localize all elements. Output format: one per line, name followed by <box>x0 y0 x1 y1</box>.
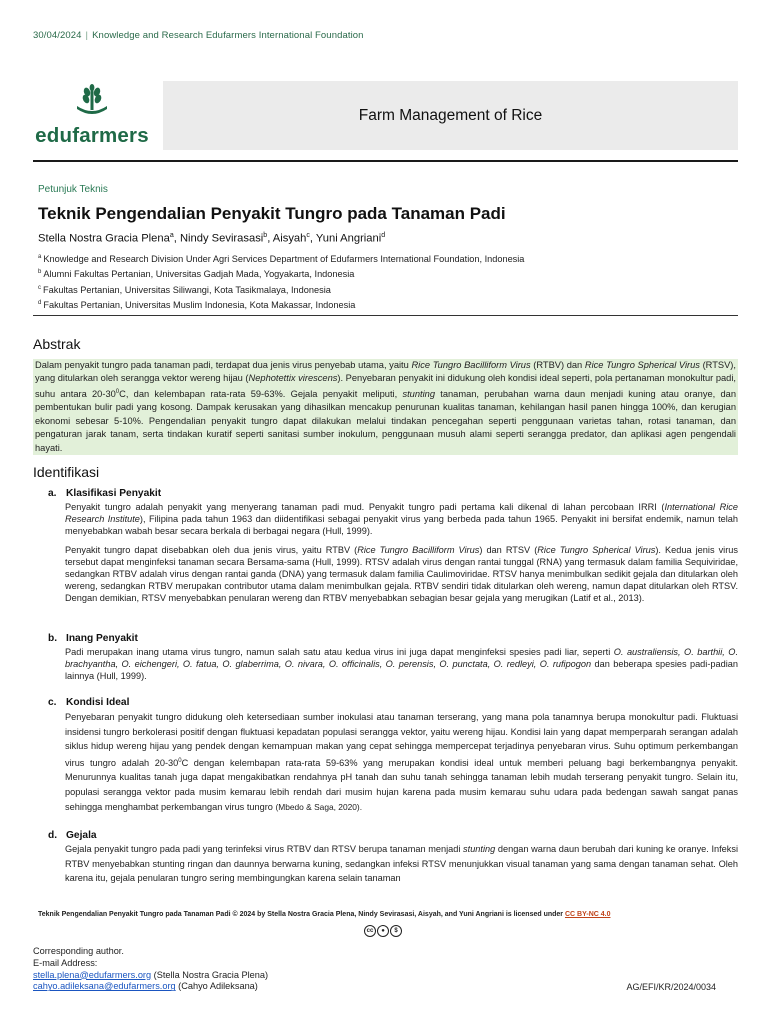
section-heading <box>48 830 738 841</box>
email-owner: (Cahyo Adileksana) <box>175 981 258 992</box>
license-notice <box>38 911 610 918</box>
citation: (Mbedo & Saga, 2020). <box>275 801 363 812</box>
virus-name: Rice Tungro Spherical Virus <box>537 545 656 556</box>
paragraph <box>65 502 738 537</box>
institution-name: International Rice Research Institute <box>65 502 738 524</box>
email-link[interactable]: cahyo.adileksana@edufarmers.org <box>33 981 176 992</box>
identifikasi-heading: Identifikasi <box>33 464 100 480</box>
author-name: Aisyah <box>272 232 307 245</box>
author-separator: , <box>267 232 273 245</box>
affiliation-mark: a <box>38 254 42 260</box>
affiliation-mark: b <box>38 269 42 276</box>
abstract-virus-name: Rice Tungro Spherical Virus <box>584 360 700 370</box>
abstract-body <box>33 359 738 455</box>
author-name: Yuni Angriani <box>315 232 382 245</box>
paragraph-text: Padi merupakan inang utama virus tungro, namun salah satu atau kedua virus ini juga dapat menginfeksi spesies padi liar, seperti <box>65 647 614 657</box>
abstract-virus-name: Rice Tungro Bacilliform Virus <box>411 360 531 370</box>
abstract-text: tanaman, perubahan warna daun menjadi kuning atau oranye, dan pembentukan bulir padi yang kosong. Dampak kerusakan yang dihasilkan mencakup penurunan kualitas tanaman, kehilangan hasil panen hingga 100%, dan kerugian ekonomi sebesar 5-10%. Pengendalian penyakit tungro dapat dilakukan melalui tindakan pencegahan seperti penggunaan varietas tahan, rotasi tanaman, dan pengaturan jarak tanam, serta tindakan kuratif seperti sanitasi sumber inokulum, penggunaan musuh alami seperti serangga predator, dan aplikasi agen pengendali hayati. <box>35 388 736 453</box>
email-entry <box>33 981 268 993</box>
paragraph-text: Gejala penyakit tungro pada padi yang terinfeksi virus RTBV dan RTSV berupa tanaman menjadi <box>65 844 464 854</box>
section-letter: b. <box>48 633 58 644</box>
abstract-text: Dalam penyakit tungro pada tanaman padi, terdapat dua jenis virus penyebab utama, yaitu <box>35 360 412 370</box>
creative-commons-icon: cc <box>364 925 376 937</box>
paragraph-text: dan beberapa spesies padi-padian lainnya (Hull, 1999). <box>65 658 738 681</box>
species-list: O. australiensis, O. barthii, O. brachyantha, O. eichengeri, O. fatua, O. glaberrima, O. nivara, O. officinalis, O. perensis, O. punctata, O. redleyi, O. rufipogon <box>65 647 738 669</box>
paragraph <box>65 647 738 682</box>
affiliation-text: Knowledge and Research Division Under Agri Services Department of Edufarmers International Foundation, Indonesia <box>43 254 525 265</box>
section-title: Kondisi Ideal <box>66 697 130 708</box>
author-affiliation-mark: b <box>263 232 268 239</box>
document-id: AG/EFI/KR/2024/0034 <box>626 982 716 992</box>
header-line <box>33 30 364 41</box>
affiliation-text: Alumni Fakultas Pertanian, Universitas Gadjah Mada, Yogyakarta, Indonesia <box>43 269 355 280</box>
affiliation-mark: c <box>38 284 41 291</box>
non-commercial-icon: $ <box>390 925 402 937</box>
degree-mark: 0 <box>115 388 120 395</box>
abstract-text: (RTSV), yang ditularkan oleh serangga vektor wereng hijau ( <box>35 360 736 384</box>
affiliation-text: Fakultas Pertanian, Universitas Muslim Indonesia, Kota Makassar, Indonesia <box>43 299 356 310</box>
abstract-text: ). Penyebaran penyakit ini didukung oleh kondisi ideal seperti, pola pertanaman monokultur padi, suhu antara 20-30 <box>35 373 736 399</box>
author-separator: , <box>173 232 180 245</box>
abstract-text: C, dan kelembapan rata-rata 59-63%. Gejala penyakit meliputi, <box>119 388 403 399</box>
section-heading <box>48 697 738 708</box>
paragraph <box>65 710 738 814</box>
article-title: Teknik Pengendalian Penyakit Tungro pada Tanaman Padi <box>38 204 506 223</box>
header-divider <box>33 160 738 162</box>
section-letter: a. <box>48 488 57 499</box>
email-entry <box>33 970 268 982</box>
author-name: Stella Nostra Gracia Plena <box>38 232 170 245</box>
paragraph-text: Penyakit tungro dapat disebabkan oleh dua jenis virus, yaitu RTBV ( <box>65 545 358 556</box>
publisher-name: Knowledge and Research Edufarmers International Foundation <box>92 30 364 41</box>
attribution-icon: ● <box>377 925 389 937</box>
email-link[interactable]: stella.plena@edufarmers.org <box>33 969 152 980</box>
symptom-term: stunting <box>463 844 496 854</box>
email-owner: (Stella Nostra Gracia Plena) <box>151 969 269 980</box>
section-title: Gejala <box>66 830 97 841</box>
author-affiliation-mark: a <box>169 232 174 239</box>
paragraph-text: ). Kedua jenis virus tersebut dapat menginfeksi tanaman secara Bersama-sama (Hull, 1999). RTSV adalah virus dengan rantai tunggal (RNA) yang termasuk dalam familia Sequiviridae, sedangkan RTBV adalah virus dengan rantai ganda (DNA) yang termasuk dalam familia Caulimoviridae. RTSV hanya menimbulkan sedikit gejala dan ditularkan oleh wereng, sedangkan RTBV merupakan contributor utama dalam menimbulkan gejala. RTBV sendiri tidak ditularkan oleh wereng, namun dapat ditularkan oleh RTSV. Dengan demikian, RTSV menyebabkan penularan wereng dan RTBV menyebabkan sebagian besar gejala yang merugikan (Latif et al., 2013). <box>65 545 738 603</box>
abstract-term: stunting <box>402 388 435 399</box>
author-name: Nindy Sevirasasi <box>179 232 264 245</box>
abstract-vector-name: Nephotettix virescens <box>248 373 338 384</box>
section-title: Inang Penyakit <box>66 633 138 644</box>
section-inang <box>48 633 738 682</box>
series-banner <box>163 81 738 150</box>
header-separator: | <box>85 30 89 41</box>
section-heading <box>48 633 738 644</box>
paragraph-text: ), Filipina pada tahun 1963 dan diidentifikasi sebagai penyakit virus yang berbeda pada tahun 1965. Penyakit ini bersifat endemik, namun telah menyebabkan wabah besar secara berkala di berbagai negara (Hull, 1999). <box>65 513 738 536</box>
author-list <box>38 232 385 245</box>
section-title: Klasifikasi Penyakit <box>66 488 162 499</box>
corresponding-author-block <box>33 946 268 993</box>
paragraph-text: dengan warna daun berubah dari kuning ke oranye. Infeksi RTBV menyebabkan stunting ringan dan daunnya berwarna kuning, sedangkan infeksi RTSV menunjukkan visual tanaman yang sama dengan tanaman sehat. Oleh karena itu, gejala penularan tungro sering membingungkan karena selain tanaman <box>65 844 739 884</box>
affiliation-mark: d <box>38 299 42 306</box>
author-affiliation-mark: d <box>381 232 386 239</box>
author-affiliation-mark: c <box>306 232 310 239</box>
affiliation-item <box>38 251 524 266</box>
affiliation-list <box>38 251 524 312</box>
cc-license-icons <box>364 925 402 937</box>
license-text: Teknik Pengendalian Penyakit Tungro pada Tanaman Padi © 2024 by Stella Nostra Gracia Plena, Nindy Sevirasasi, Aisyah, and Yuni Angriani is licensed under <box>38 911 565 918</box>
article-type: Petunjuk Teknis <box>38 184 108 195</box>
logo-wordmark: edufarmers <box>35 124 149 147</box>
affiliation-item <box>38 266 524 281</box>
email-label: E-mail Address: <box>33 957 98 968</box>
edufarmers-logo <box>33 84 151 148</box>
section-letter: c. <box>48 697 57 708</box>
publication-date: 30/04/2024 <box>33 30 82 41</box>
affiliation-item <box>38 282 524 297</box>
paragraph <box>65 842 738 886</box>
paragraph-text: Penyebaran penyakit tungro didukung oleh ketersediaan sumber inokulasi atau tanaman terserang, yang mana pola tanamnya berupa monokultur padi. Fluktuasi insidensi tungro berkolerasi positif dengan fluktuasi kepadatan populasi serangga vektor, yaitu wereng hijau. Kondisi lain yang dapat memperparah serangan adalah siklus hidup wereng hijau yang pendek dengan kemampuan makan yang cepat sehingga mempercepat terjadinya penyebaran virus. Suhu optimum perkembangan virus tungro adalah 20-30 <box>65 712 738 768</box>
virus-name: Rice Tungro Bacilliform Virus <box>357 545 480 556</box>
author-separator: , <box>309 232 316 245</box>
title-divider <box>33 315 738 316</box>
wheat-logo-icon <box>75 84 109 120</box>
section-klasifikasi <box>48 488 738 604</box>
abstract-text: (RTBV) dan <box>530 360 585 370</box>
paragraph <box>65 545 738 604</box>
affiliation-text: Fakultas Pertanian, Universitas Siliwangi, Kota Tasikmalaya, Indonesia <box>43 284 331 295</box>
degree-mark: 0 <box>178 757 182 764</box>
paragraph-text: Penyakit tungro adalah penyakit yang menyerang tanaman padi mud. Penyakit tungro padi pertama kali dikenal di lahan percobaan IRRI ( <box>65 502 665 512</box>
section-kondisi-ideal <box>48 697 738 814</box>
section-gejala <box>48 830 738 886</box>
section-letter: d. <box>48 830 58 841</box>
license-link[interactable]: CC BY-NC 4.0 <box>564 911 611 918</box>
abstract-heading: Abstrak <box>33 336 81 352</box>
section-heading <box>48 488 738 499</box>
paragraph-text: ) dan RTSV ( <box>479 545 538 556</box>
corresponding-label: Corresponding author. <box>33 946 124 956</box>
affiliation-item <box>38 297 524 312</box>
paragraph-text: C dengan kelembapan rata-rata 59-63% yang merupakan kondisi ideal untuk memberi peluang bagi berkembangnya penyakit. Menurunnya kualitas tanah juga dapat mengakibatkan rendahnya pH tanah dan suhu tanah sehingga tanaman lebih mudah terserang penyakit tungro. Selain itu, populasi serangga vektor pada musim kemarau lebih rendah dari musim hujan karena pada musim kemarau suhu udara pada bedengan sawah sangat panas sehingga menghambat perkembangan virus tungro <box>65 757 738 812</box>
series-title: Farm Management of Rice <box>358 106 543 124</box>
